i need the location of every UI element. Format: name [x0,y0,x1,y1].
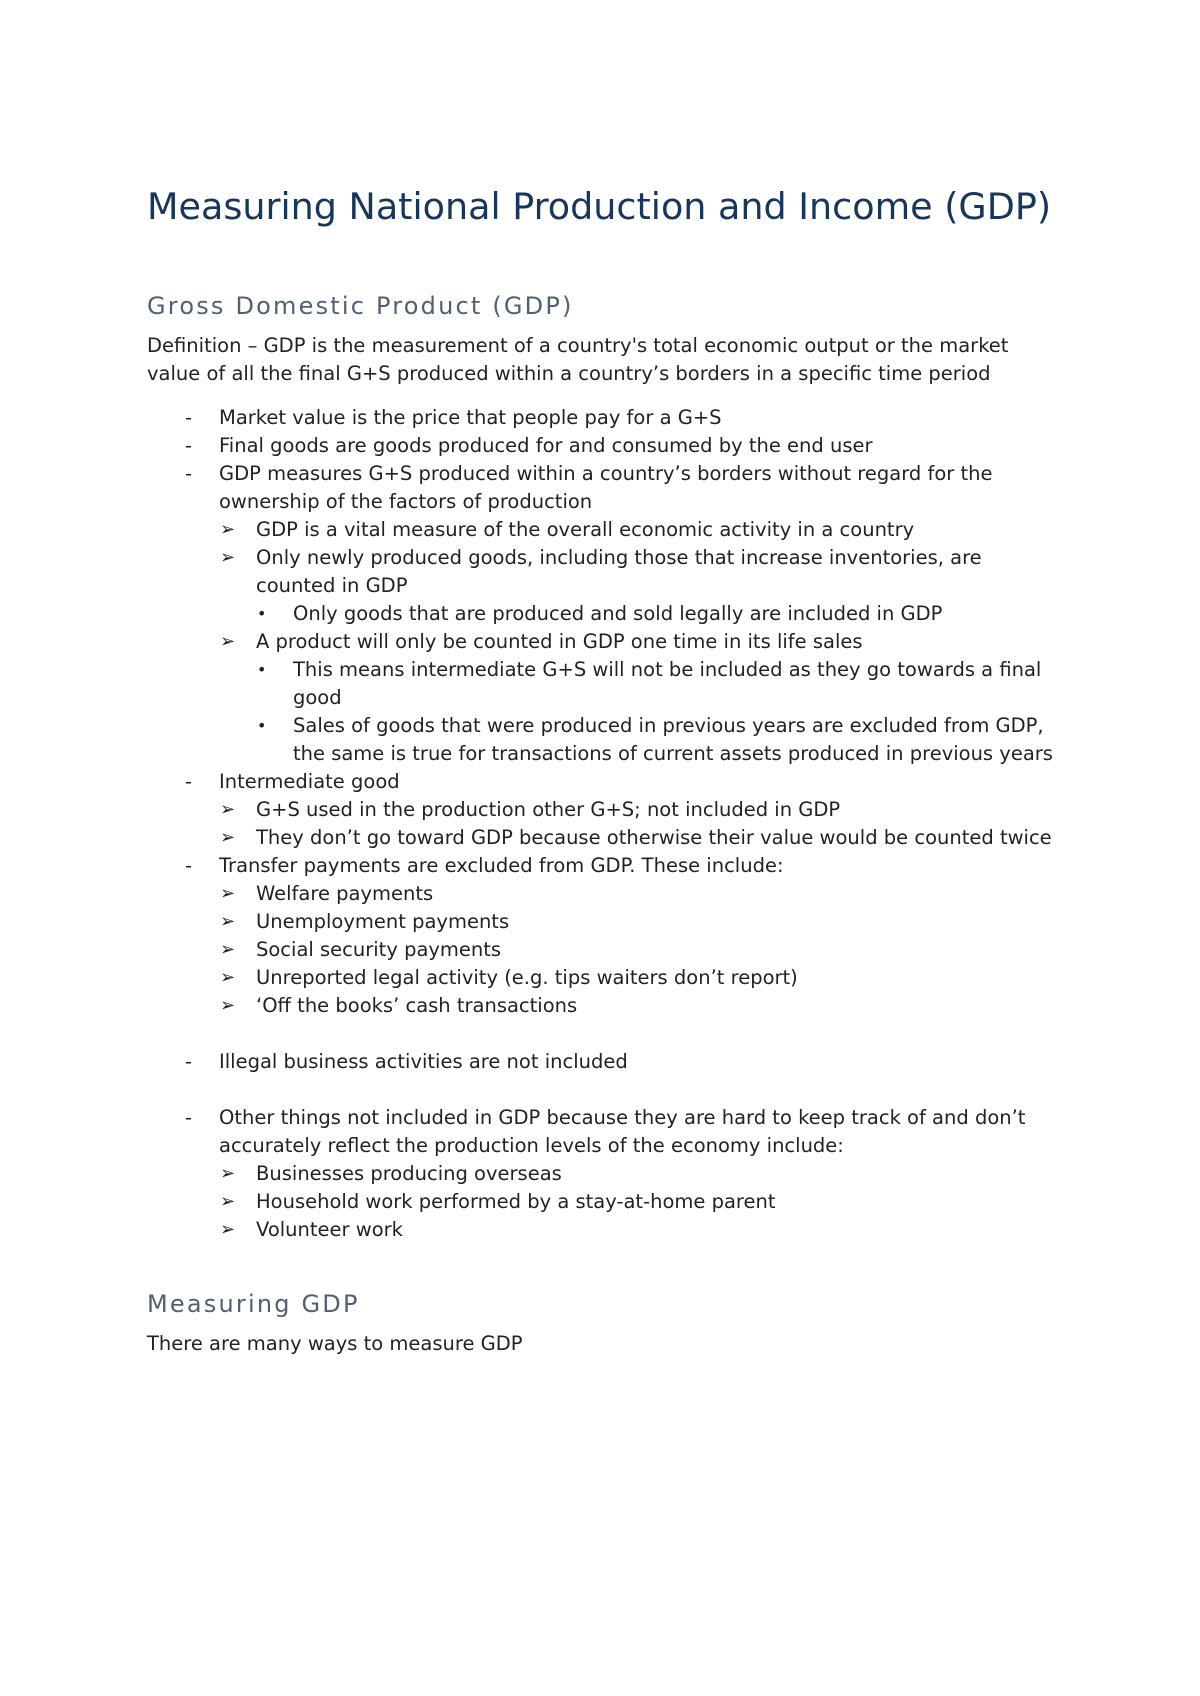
list-item [147,992,1067,1020]
list-item-text: Market value is the price that people pay for a G+S [219,406,722,429]
list-item [147,600,1067,628]
arrow-bullet-icon: ➢ [220,827,236,848]
arrow-bullet-icon: ➢ [220,1191,236,1212]
list-item-text: Unreported legal activity (e.g. tips waiters don’t report) [256,966,798,989]
dot-bullet-icon: • [257,716,267,735]
dash-marker: - [185,770,193,793]
arrow-bullet-icon: ➢ [220,1219,236,1240]
list-item [147,544,1067,600]
arrow-bullet-icon: ➢ [220,519,236,540]
arrow-bullet-icon: ➢ [220,883,236,904]
list-item-text: A product will only be counted in GDP one time in its life sales [256,630,863,653]
list-item [147,432,1067,460]
list-item-text: Welfare payments [256,882,434,905]
definition-paragraph: Definition – GDP is the measurement of a country's total economic output or the market value of all the final G+S produced within a country’s borders in a specific time period [147,334,1009,385]
list-item-text: Unemployment payments [256,910,510,933]
list-item-text: Transfer payments are excluded from GDP. These include: [219,854,784,877]
dot-bullet-icon: • [257,660,267,679]
arrow-bullet-icon: ➢ [220,939,236,960]
list-item-text: Businesses producing overseas [256,1162,562,1185]
list-item [147,936,1067,964]
dash-marker: - [185,406,193,429]
list-item [147,964,1067,992]
list-item [147,712,1067,768]
arrow-bullet-icon: ➢ [220,547,236,568]
arrow-bullet-icon: ➢ [220,911,236,932]
list-item-text: Only newly produced goods, including those that increase inventories, are counted in GDP [256,546,982,597]
gdp-notes-list [147,404,1067,1244]
list-item-text: Other things not included in GDP because they are hard to keep track of and don’t accurately reflect the production levels of the economy include: [219,1106,1026,1157]
list-item-text: Household work performed by a stay-at-home parent [256,1190,776,1213]
arrow-bullet-icon: ➢ [220,1163,236,1184]
section-heading-measuring-gdp: Measuring GDP [147,1290,360,1318]
measuring-intro-paragraph: There are many ways to measure GDP [147,1332,523,1355]
arrow-bullet-icon: ➢ [220,967,236,988]
list-item [147,404,1067,432]
list-item [147,880,1067,908]
list-item [147,1104,1067,1160]
dash-marker: - [185,854,193,877]
list-item [147,852,1067,880]
section-heading-gdp: Gross Domestic Product (GDP) [147,292,574,320]
page-title: Measuring National Production and Income (GDP) [147,185,1052,228]
dash-marker: - [185,462,193,485]
list-item [147,460,1067,516]
list-item [147,656,1067,712]
arrow-bullet-icon: ➢ [220,799,236,820]
list-item [147,1188,1067,1216]
list-item-text: Only goods that are produced and sold legally are included in GDP [293,602,943,625]
list-item [147,908,1067,936]
list-item [147,1048,1067,1076]
document-page [147,182,1067,1358]
list-item-text: Intermediate good [219,770,400,793]
list-item [147,824,1067,852]
list-item [147,1216,1067,1244]
list-item-text: GDP is a vital measure of the overall economic activity in a country [256,518,915,541]
list-item [147,516,1067,544]
list-item [147,1160,1067,1188]
list-item-text: Final goods are goods produced for and consumed by the end user [219,434,873,457]
list-item-text: Sales of goods that were produced in previous years are excluded from GDP, the same is true for transactions of current assets produced in previous years [293,714,1053,765]
dot-bullet-icon: • [257,604,267,623]
list-item [147,628,1067,656]
list-item [147,768,1067,796]
list-item-text: Illegal business activities are not included [219,1050,628,1073]
list-item [147,796,1067,824]
list-item-text: G+S used in the production other G+S; not included in GDP [256,798,841,821]
list-item-text: They don’t go toward GDP because otherwise their value would be counted twice [256,826,1052,849]
list-item-text: Social security payments [256,938,502,961]
dash-marker: - [185,1050,193,1073]
list-item-text: Volunteer work [256,1218,403,1241]
list-item-text: GDP measures G+S produced within a country’s borders without regard for the ownership of the factors of production [219,462,993,513]
arrow-bullet-icon: ➢ [220,631,236,652]
dash-marker: - [185,434,193,457]
list-item-text: This means intermediate G+S will not be included as they go towards a final good [293,658,1042,709]
list-item-text: ‘Off the books’ cash transactions [256,994,578,1017]
dash-marker: - [185,1106,193,1129]
arrow-bullet-icon: ➢ [220,995,236,1016]
